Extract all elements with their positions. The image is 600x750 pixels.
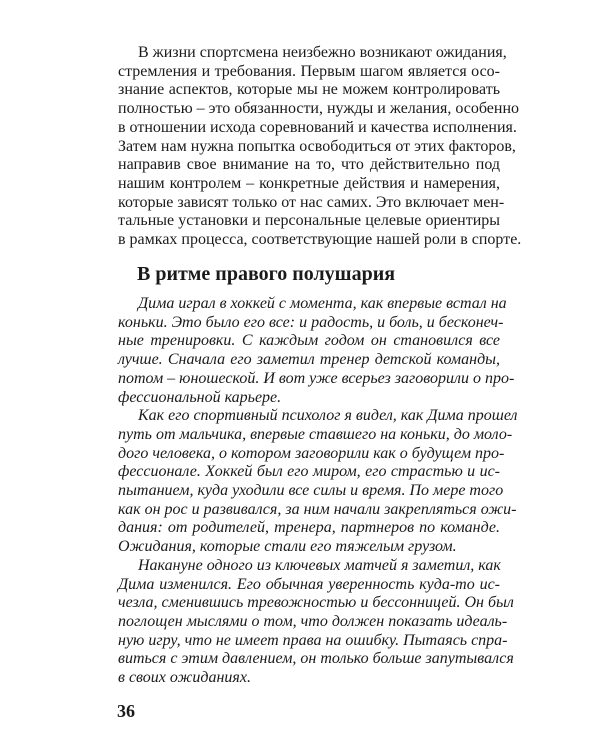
text-line: фессионале. Хоккей был его миром, его страстью и ис- bbox=[118, 463, 500, 481]
text-line: поглощен мыслями о том, что должен показать идеаль- bbox=[118, 612, 508, 630]
text-line: виться с этим давлением, он только больше запутывался bbox=[118, 650, 514, 668]
text-line: ные тренировки. С каждым годом он становился все bbox=[118, 332, 500, 350]
text-line: чезла, сменившись тревожностью и бессонницей. Он был bbox=[118, 594, 514, 612]
page-number: 36 bbox=[117, 701, 135, 721]
text-line: Ожидания, которые стали его тяжелым грузом. bbox=[118, 538, 457, 556]
text-line: фессиональной карьере. bbox=[118, 388, 282, 406]
text-line: стремления и требования. Первым шагом является осо- bbox=[118, 62, 500, 80]
text-line: путь от мальчика, впервые ставшего на коньки, до моло- bbox=[118, 425, 513, 443]
text-line: дания: от родителей, тренера, партнеров по команде. bbox=[118, 519, 500, 537]
text-line: как он рос и развивался, за ним начали закрепляться ожи- bbox=[118, 500, 517, 518]
text-line: тальные установки и персональные целевые ориентиры bbox=[118, 212, 500, 230]
text-line: знание аспектов, которые мы не можем контролировать bbox=[118, 81, 500, 99]
text-line: пытанием, куда уходили все силы и время. По мере того bbox=[118, 482, 504, 500]
text-line: в своих ожиданиях. bbox=[118, 669, 251, 687]
text-line: потом – юношеской. И вот уже всерьез заговорили о про- bbox=[118, 369, 515, 387]
text-line: которые зависят только от нас самих. Это включает мен- bbox=[118, 193, 505, 211]
story-text bbox=[118, 295, 518, 688]
text-line: в рамках процесса, соответствующие нашей роли в спорте. bbox=[118, 231, 522, 249]
text-line: Дима изменился. Его обычная уверенность куда-то ис- bbox=[118, 575, 500, 593]
text-line: ную игру, что не имеет права на ошибку. Пытаясь спра- bbox=[118, 631, 508, 649]
text-line: дого человека, о котором заговорили как о будущем про- bbox=[118, 444, 505, 462]
text-line: в отношении исхода соревнований и качества исполнения. bbox=[118, 118, 517, 136]
text-line: лучше. Сначала его заметил тренер детской команды, bbox=[118, 351, 500, 369]
text-line: направив свое внимание на то, что действительно под bbox=[118, 156, 500, 174]
intro-paragraph bbox=[118, 44, 522, 250]
text-line: нашим контролем – конкретные действия и намерения, bbox=[118, 174, 500, 192]
text-line: Как его спортивный психолог я видел, как Дима прошел bbox=[138, 407, 518, 425]
text-line: полностью – это обязанности, нужды и желания, особенно bbox=[118, 100, 520, 118]
text-line: Дима играл в хоккей с момента, как впервые встал на bbox=[138, 295, 507, 312]
section-heading: В ритме правого полушария bbox=[137, 263, 396, 285]
text-line: коньки. Это было его все: и радость, и боль, и бесконеч- bbox=[118, 313, 504, 331]
text-line: В жизни спортсмена неизбежно возникают ожидания, bbox=[138, 44, 507, 61]
text-line: Затем нам нужна попытка освободиться от этих факторов, bbox=[118, 137, 516, 155]
text-line: Накануне одного из ключевых матчей я заметил, как bbox=[138, 556, 501, 574]
